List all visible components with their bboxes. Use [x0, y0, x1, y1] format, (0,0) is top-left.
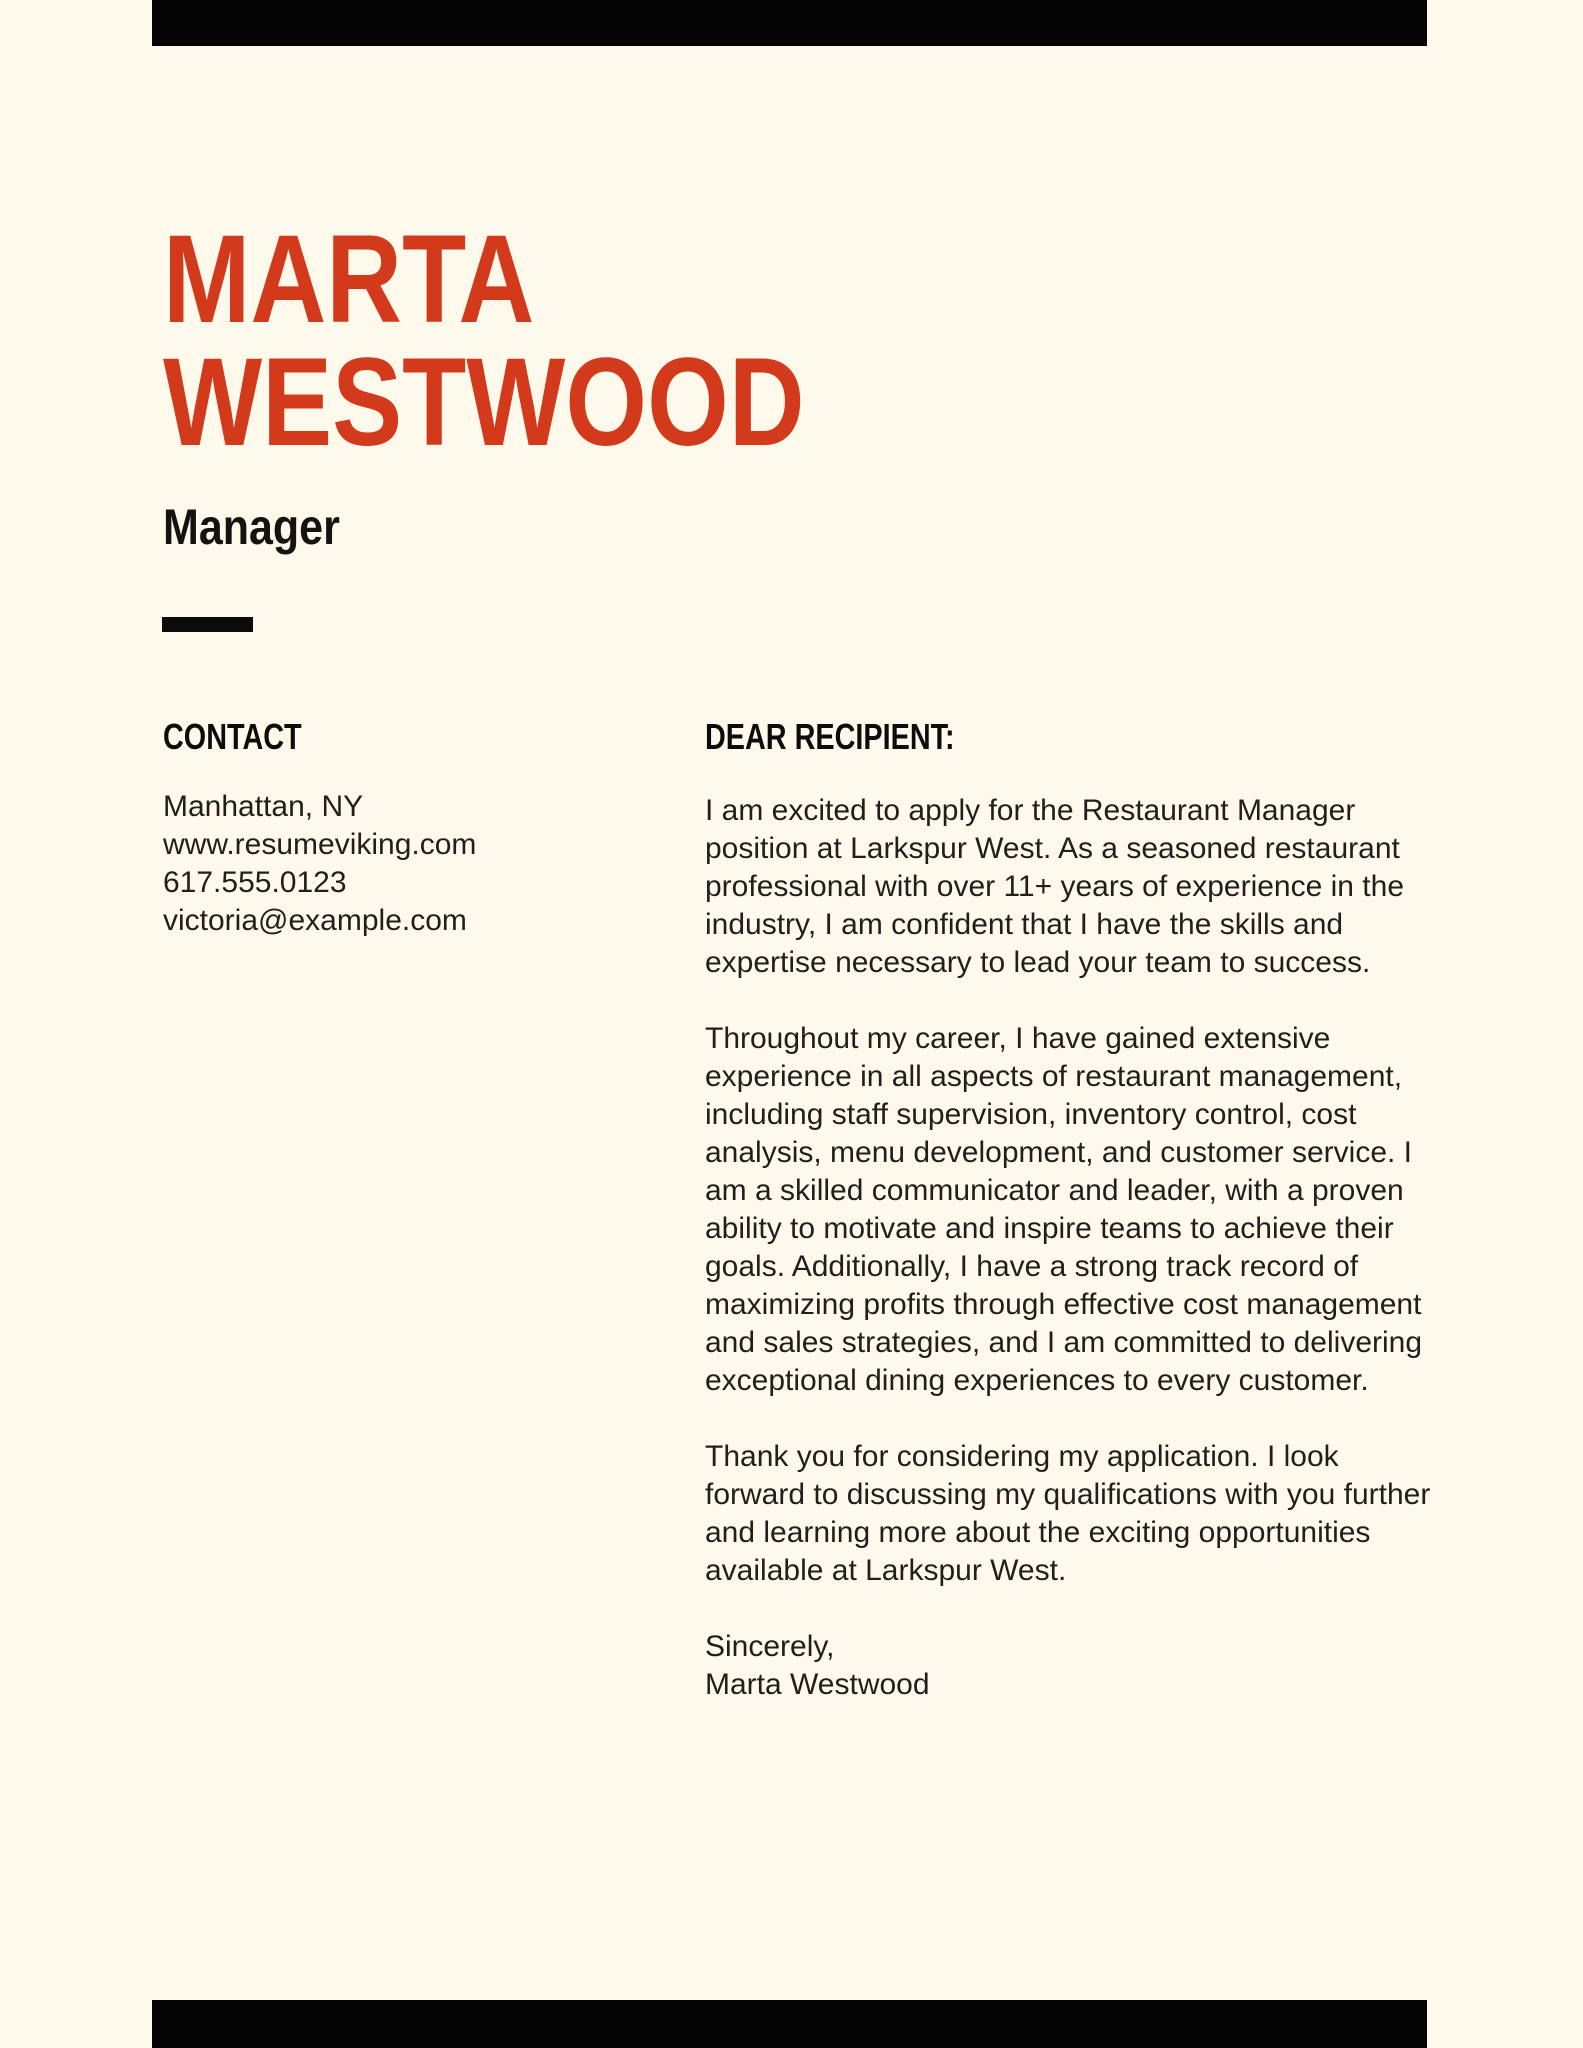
letter-paragraph-3: Thank you for considering my application. I look forward to discussing my qualifications with you further and learning more about the exciting opportunities available at Larkspur West. — [705, 1440, 1431, 1587]
letter-signature: Marta Westwood — [705, 1668, 930, 1701]
contact-website: www.resumeviking.com — [163, 828, 477, 861]
letter-paragraph-1: I am excited to apply for the Restaurant Manager position at Larkspur West. As a seasoned restaurant professional with over 11+ years of experience in the industry, I am confident that I have the skills and expertise necessary to lead your team to success. — [705, 794, 1405, 979]
contact-heading: CONTACT — [163, 716, 302, 757]
job-title: Manager — [163, 499, 340, 555]
contact-location: Manhattan, NY — [163, 790, 364, 823]
bottom-accent-bar — [152, 2000, 1427, 2048]
signature-block — [705, 1628, 1431, 1704]
letter-closing: Sincerely, — [705, 1630, 835, 1663]
title-divider — [162, 617, 253, 632]
contact-email: victoria@example.com — [163, 904, 467, 937]
letter-paragraph-2: Throughout my career, I have gained extensive experience in all aspects of restaurant management, including staff supervision, inventory control, cost analysis, menu development, and customer service. I am a skilled communicator and leader, with a proven ability to motivate and inspire teams to achieve their goals. Additionally, I have a strong track record of maximizing profits through effective cost management and sales strategies, and I am committed to delivering exceptional dining experiences to every customer. — [705, 1022, 1423, 1397]
contact-phone: 617.555.0123 — [163, 866, 347, 899]
letter-section — [705, 717, 1431, 1704]
name-line-2: WESTWOOD — [163, 333, 805, 472]
name-heading — [163, 210, 805, 472]
contact-list — [163, 788, 593, 940]
top-accent-bar — [152, 0, 1427, 46]
name-line-1: MARTA — [163, 210, 535, 349]
contact-section — [163, 717, 593, 940]
letter-heading: DEAR RECIPIENT: — [705, 716, 955, 757]
